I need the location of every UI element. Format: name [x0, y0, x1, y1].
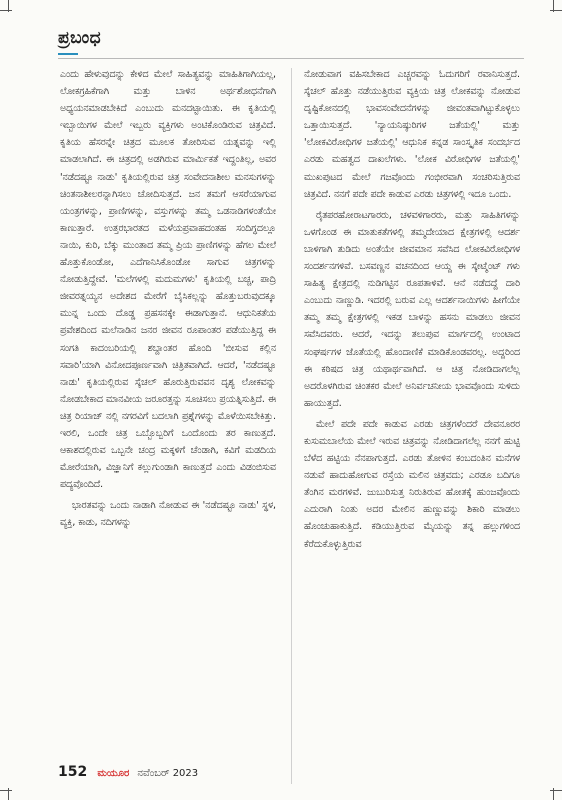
left-column — [60, 66, 276, 536]
column-divider — [291, 68, 292, 784]
issue-date: ನವೆಂಬರ್ 2023 — [137, 768, 199, 779]
trim-mark — [0, 10, 12, 11]
paragraph: ಮೇಲೆ ಪದೇ ಪದೇ ಕಾಡುವ ಎರಡು ಚಿತ್ರಗಳೆಂದರೆ ದೇವನೂರರ ಕುಸುಮಬಾಲೆಯ ಮೇಲೆ ಇರುವ ಚಿತ್ರವನ್ನು ನೋಡಿದಾಗಲೆಲ್ಲ ನನಗೆ ಹುಟ್ಟಿ ಬೆಳೆದ ಹಟ್ಟಿಯ ನೆನಪಾಗುತ್ತದೆ. ಎರಡು ತೋಳಿನ ಕಂಬದಂತಿನ ಮನೆಗಳ ನಡುವೆ ಹಾದುಹೋಗುವ ರಸ್ತೆಯ ಮಲಿನ ಚಿತ್ರವದು; ಎರಡೂ ಬದಿಗೂ ತೆಂಗಿನ ಮರಗಳಿವೆ. ಜುಬುರಿಸುತ್ತ ನಿರುತಿರುವ ಹೋತಕ್ಕೆ ಹುಂಜವೊಂದು ಎದುರಾಗಿ ನಿಂತು ಅದರ ಮೇಲಿನ ಹುಣ್ಣುವನ್ನು ಶಿಕಾರಿ ಮಾಡಲು ಹೊಂಚುಹಾಕುತ್ತಿದೆ. ಕಡಿಯುತ್ತಿರುವ ಮೈಯನ್ನು ತನ್ನ ಹಲ್ಲುಗಳಿಂದ ಕೆರೆದುಕೊಳ್ಳುತ್ತಿರುವ — [304, 418, 520, 550]
title-accent-rule — [58, 53, 78, 55]
header-divider — [58, 58, 524, 59]
page-number: 152 — [58, 764, 88, 780]
right-column — [304, 66, 520, 557]
trim-mark — [550, 790, 562, 791]
trim-mark — [0, 790, 12, 791]
section-title: ಪ್ರಬಂಧ — [58, 28, 102, 48]
page-footer — [58, 764, 198, 780]
trim-mark — [550, 10, 562, 11]
paragraph: ಎಂದು ಹೇಳುವುದನ್ನು ಕೇಳಿದ ಮೇಲೆ ಸಾಹಿತ್ಯವನ್ನು ಮಾಹಿತಿಗಾಗಿಯಲ್ಲ, ಲೋಕಗ್ರಹಿಕೆಗಾಗಿ ಮತ್ತು ಬಾಳಿನ ಅರ್ಥಶೋಧನೆಗಾಗಿ ಅಧ್ಯಯನಮಾಡಬೇಕಿದೆ ಎಂಬುದು ಮನದಟ್ಟಾಯಿತು. ಈ ಕೃತಿಯಲ್ಲಿ ಇಬ್ಬಾಯಿಗಳ ಮೇಲೆ ಇಬ್ಬರು ವ್ಯಕ್ತಿಗಳು ಅಂಟಿಕೊಂಡಿರುವ ಚಿತ್ರವಿದೆ. ಕೃತಿಯ ಹೆಸರನ್ನೇ ಚಿತ್ರದ ಮೂಲಕ ತೋರಿಸುವ ಯತ್ನವನ್ನು ಇಲ್ಲಿ ಮಾಡಲಾಗಿದೆ. ಈ ಚಿತ್ರದಲ್ಲಿ ಅಡಗಿರುವ ಮಾರ್ಮಿಕತೆ ಇದ್ದಂತಿಲ್ಲ, ಅವರ 'ನಡೆದಷ್ಟೂ ನಾಡು' ಕೃತಿಯಲ್ಲಿರುವ ಚಿತ್ರ ಸಂವೇದನಾಶೀಲ ಮನಸುಗಳನ್ನು ಚಿಂತನಾಶೀಲರನ್ನಾಗಿಸಲು ಚೋದಿಸುತ್ತದೆ. ಜನ ತಮಗೆ ಆಸರೆಯಾಗುವ ಯಂತ್ರಗಳನ್ನು, ಪ್ರಾಣಿಗಳನ್ನು, ವಸ್ತುಗಳನ್ನು ತಮ್ಮ ಒಡನಾಡಿಗಳಂತೆಯೇ ಕಾಣುತ್ತಾರೆ. ಉತ್ತರಭಾರತದ ಮಳೆಯಪ್ರವಾಹದಂತಹ ಸಂದಿಗ್ಧದಲ್ಲೂ ನಾಯಿ, ಕುರಿ, ಬೆಕ್ಕು ಮುಂತಾದ ತಮ್ಮ ಪ್ರಿಯ ಪ್ರಾಣಿಗಳನ್ನು ಹೆಗಲ ಮೇಲೆ ಹೊತ್ತುಕೊಂಡೋ, ಎದೆಗಾನಿಸಿಕೊಂಡೋ ಸಾಗುವ ಚಿತ್ರಗಳನ್ನು ನೋಡುತ್ತಿದ್ದೇವೆ. 'ಮಲೆಗಳಲ್ಲಿ ಮದುಮಗಳು' ಕೃತಿಯಲ್ಲಿ ಬಚ್ಚ, ಪಾದ್ರಿ ಜೀವರತ್ನಯ್ಯನ ಅದೇಶದ ಮೇರೆಗೆ ಬೈಸಿಕಲ್ಲನ್ನು ಹೊತ್ತುಬರುವುದಕ್ಕೂ ಮುನ್ನ ಒಂದು ದೊಡ್ಡ ಪ್ರಹಸನಕ್ಕೇ ಈಡಾಗುತ್ತಾನೆ. ಆಧುನಿಕತೆಯ ಪ್ರವೇಶದಿಂದ ಮಲೆನಾಡಿನ ಜನರ ಜೀವನ ರೂಪಾಂತರ ಪಡೆಯುತ್ತಿದ್ದ ಈ ಸಂಗತಿ ಕಾದಂಬರಿಯಲ್ಲಿ ಶಬ್ದಾಂತರ ಹೊಂದಿ 'ಬೀಸುವ ಕಲ್ಲಿನ ಸವಾರಿ'ಯಾಗಿ ವಿನೋದಪೂರ್ಣವಾಗಿ ಚಿತ್ರಿತವಾಗಿದೆ. ಆದರೆ, 'ನಡೆದಷ್ಟೂ ನಾಡು' ಕೃತಿಯಲ್ಲಿರುವ ಸ್ಕೆಚಲ್ ಹೊರುತ್ತಿರುವವನ ದೃಶ್ಯ ಲೋಕವನ್ನು ನೋಡಬೇಕಾದ ಮಾನವೀಯ ಜರೂರತ್ತನ್ನು ಸೂಚಿಸಲು ಪ್ರಯತ್ನಿಸುತ್ತಿದೆ. ಈ ಚಿತ್ರ ರಿಯಾಜ್ ನಲ್ಲಿ ನಗರವಿಗೆ ಬದಲಾಗಿ ಪ್ರಶ್ನೆಗಳನ್ನು ಮೊಳೆಯಿಸಬೇಕಿತ್ತು. ಇರಲಿ, ಒಂದೇ ಚಿತ್ರ ಒಬ್ಬೊಬ್ಬರಿಗೆ ಒಂದೊಂದು ತರ ಕಾಣುತ್ತದೆ. ಆಕಾಶದಲ್ಲಿರುವ ಒಬ್ಬನೇ ಚಂದ್ರ ಮಕ್ಕಳಿಗೆ ಚೆಂಡಾಗಿ, ಕವಿಗೆ ಮಡದಿಯ ಮೋರೆಯಾಗಿ, ವಿಜ್ಞಾನಿಗೆ ಕಲ್ಲುಗುಂಡಾಗಿ ಕಾಣುತ್ತದೆ ಎಂದು ವಿಡಂಬಿಸುವ ಪದ್ಯವೊಂದಿದೆ. — [60, 69, 276, 491]
paragraph: ರೈತಪರಹೋರಾಟಗಾರರು, ಚಳವಳಿಗಾರರು, ಮತ್ತು ಸಾಹಿತಿಗಳನ್ನು ಒಳಗೊಂಡ ಈ ಮಾತುಕತೆಗಳಲ್ಲಿ ತಮ್ಮದೇಯಾದ ಕ್ಷೇತ್ರಗಳಲ್ಲಿ ಆದರ್ಶ ಬಾಳಿಗಾಗಿ ತುಡಿದು ಅಂತೆಯೇ ಜೀವಮಾನ ಸವೆಸಿದ ಲೋಕವಿರೋಧಿಗಳ ಸಂದರ್ಶನಗಳಿವೆ. ಬಸವಣ್ಣನ ವಚನದಿಂದ ಆಯ್ದ ಈ ಸ್ಕೇಟ್ಮೆಂಟ್ ಗಳು ಸಾಹಿತ್ಯ ಕ್ಷೇತ್ರದಲ್ಲಿ ನುಡಿಗಟ್ಟಿನ ರೂಪತಾಳಿವೆ. ಆನೆ ನಡೆದದ್ದೆ ದಾರಿ ಎಂಬುದು ನಾಣ್ಣುಡಿ. ಇದರಲ್ಲಿ ಬರುವ ಎಲ್ಲ ಆದರ್ಶನಾಯಿಗಳು ಹೀಗೆಯೇ ತಮ್ಮ ತಮ್ಮ ಕ್ಷೇತ್ರಗಳಲ್ಲಿ ಇಕಡ ಬಾಳನ್ನು ಹಸನು ಮಾಡಲು ಜೀವನ ಸವೆಸಿದವರು. ಆದರೆ, ಇದನ್ನು ತಲುಪುವ ಮಾರ್ಗದಲ್ಲಿ ಉಂಟಾದ ಸಂಘರ್ಷಗಳ ಜೊತೆಯಲ್ಲಿ ಹೊಂದಾಣಿಕೆ ಮಾಡಿಕೊಂಡವರಲ್ಲ. ಅದ್ದರಿಂದ ಈ ಕಠಿಷದ ಚಿತ್ರ ಯಥಾರ್ಥವಾಗಿದೆ. ಆ ಚಿತ್ರ ನೋಡಿದಾಗಲೆಲ್ಲ ಅದರೊಳಗಿರುವ ಚಿಂತಕರ ಮೇಲೆ ಅನಿರ್ವಚನೀಯ ಭಾವವೊಂದು ಸುಳಿದು ಹಾಯುತ್ತದೆ. — [304, 209, 520, 409]
paragraph: ನೋಡುವಾಗ ವಹಿಸಬೇಕಾದ ಎಚ್ಚರವನ್ನು ಓದುಗರಿಗೆ ರವಾನಿಸುತ್ತದೆ. ಸ್ಕೆಚಲ್ ಹೊತ್ತು ನಡೆಯುತ್ತಿರುವ ವ್ಯಕ್ತಿಯ ಚಿತ್ರ ಲೋಕವನ್ನು ನೋಡುವ ದೃಷ್ಟಿಕೋನದಲ್ಲಿ ಭಾವಸಂವೇದನೆಗಳನ್ನು ಜೀವಂತವಾಗಿಟ್ಟುಕೊಳ್ಳಲು ಒತ್ತಾಯಿಸುತ್ತದೆ. 'ನ್ಯಾಯನಿಷ್ಠುರಿಗಳ ಜತೆಯಲ್ಲಿ' ಮತ್ತು 'ಲೋಕವಿರೋಧಿಗಳ ಜತೆಯಲ್ಲಿ' ಆಧುನಿಕ ಕನ್ನಡ ಸಾಂಸ್ಕೃತಿಕ ಸಂದರ್ಭದ ಎರಡು ಮಹತ್ವದ ದಾಖಲೆಗಳು. 'ಲೋಕ ವಿರೋಧಿಗಳ ಜತೆಯಲ್ಲಿ' ಮುಖಪುಟದ ಮೇಲೆ ಗಜವೊಂದು ಗಂಭೀರವಾಗಿ ಸಂಚರಿಸುತ್ತಿರುವ ಚಿತ್ರವಿದೆ. ನನಗೆ ಪದೇ ಪದೇ ಕಾಡುವ ಎರಡು ಚಿತ್ರಗಳಲ್ಲಿ ಇದೂ ಒಂದು. — [304, 69, 520, 200]
paragraph: ಭಾರತವನ್ನು ಒಂದು ನಾಡಾಗಿ ನೋಡುವ ಈ 'ನಡೆದಷ್ಟೂ ನಾಡು' ಸ್ಥಳ, ವ್ಯಕ್ತಿ, ಕಾಡು, ನದಿಗಳನ್ನು — [60, 500, 276, 529]
magazine-name: ಮಯೂರ — [97, 768, 130, 779]
